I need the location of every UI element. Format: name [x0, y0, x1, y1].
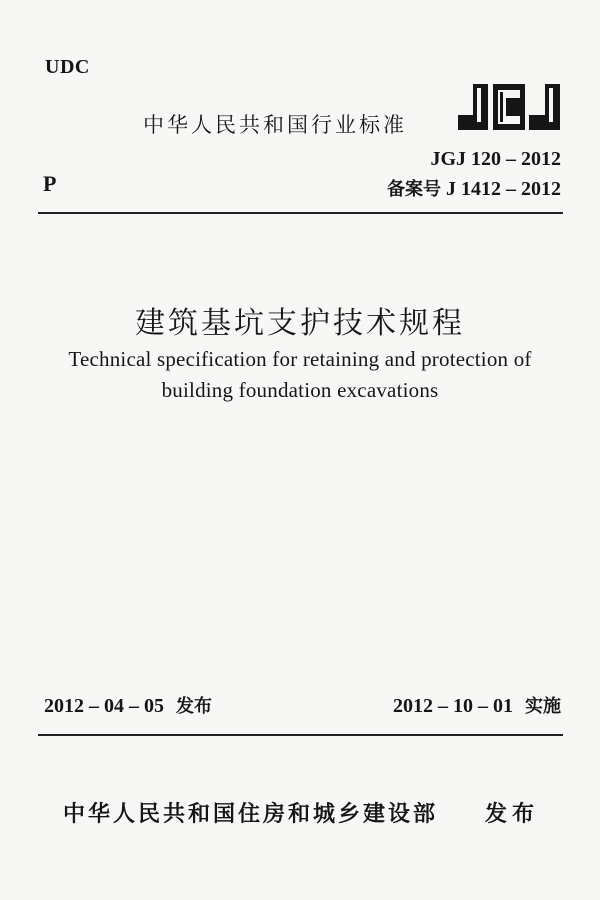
- filing-prefix: 备案号: [387, 179, 441, 200]
- title-english-line-1: Technical specification for retaining and protection of: [68, 347, 532, 371]
- effective-date-block: [393, 692, 561, 718]
- publisher-name: 中华人民共和国住房和城乡建设部: [63, 802, 439, 827]
- standard-series: 中华人民共和国行业标准: [143, 113, 407, 137]
- header-divider: [38, 212, 563, 214]
- logo-letter-j1: [458, 84, 488, 130]
- category-label: P: [43, 171, 57, 196]
- title-english-line-2: building foundation excavations: [161, 378, 439, 402]
- jgj-logo: [456, 82, 562, 132]
- footer-divider: [38, 734, 563, 736]
- filing-record: [387, 175, 561, 201]
- standard-number: JGJ 120 – 2012: [430, 148, 561, 170]
- effective-label: 实施: [525, 696, 561, 717]
- effective-date: 2012 – 10 – 01: [393, 695, 513, 717]
- issue-label: 发布: [176, 696, 212, 717]
- filing-number: J 1412 – 2012: [446, 178, 561, 200]
- logo-letter-j2: [529, 84, 560, 130]
- publish-label: 发布: [484, 802, 539, 827]
- title-chinese: 建筑基坑支护技术规程: [135, 306, 465, 341]
- issue-date-block: [44, 692, 212, 718]
- udc-label: UDC: [45, 56, 90, 78]
- logo-letter-g: [493, 84, 525, 130]
- issue-date: 2012 – 04 – 05: [44, 695, 164, 717]
